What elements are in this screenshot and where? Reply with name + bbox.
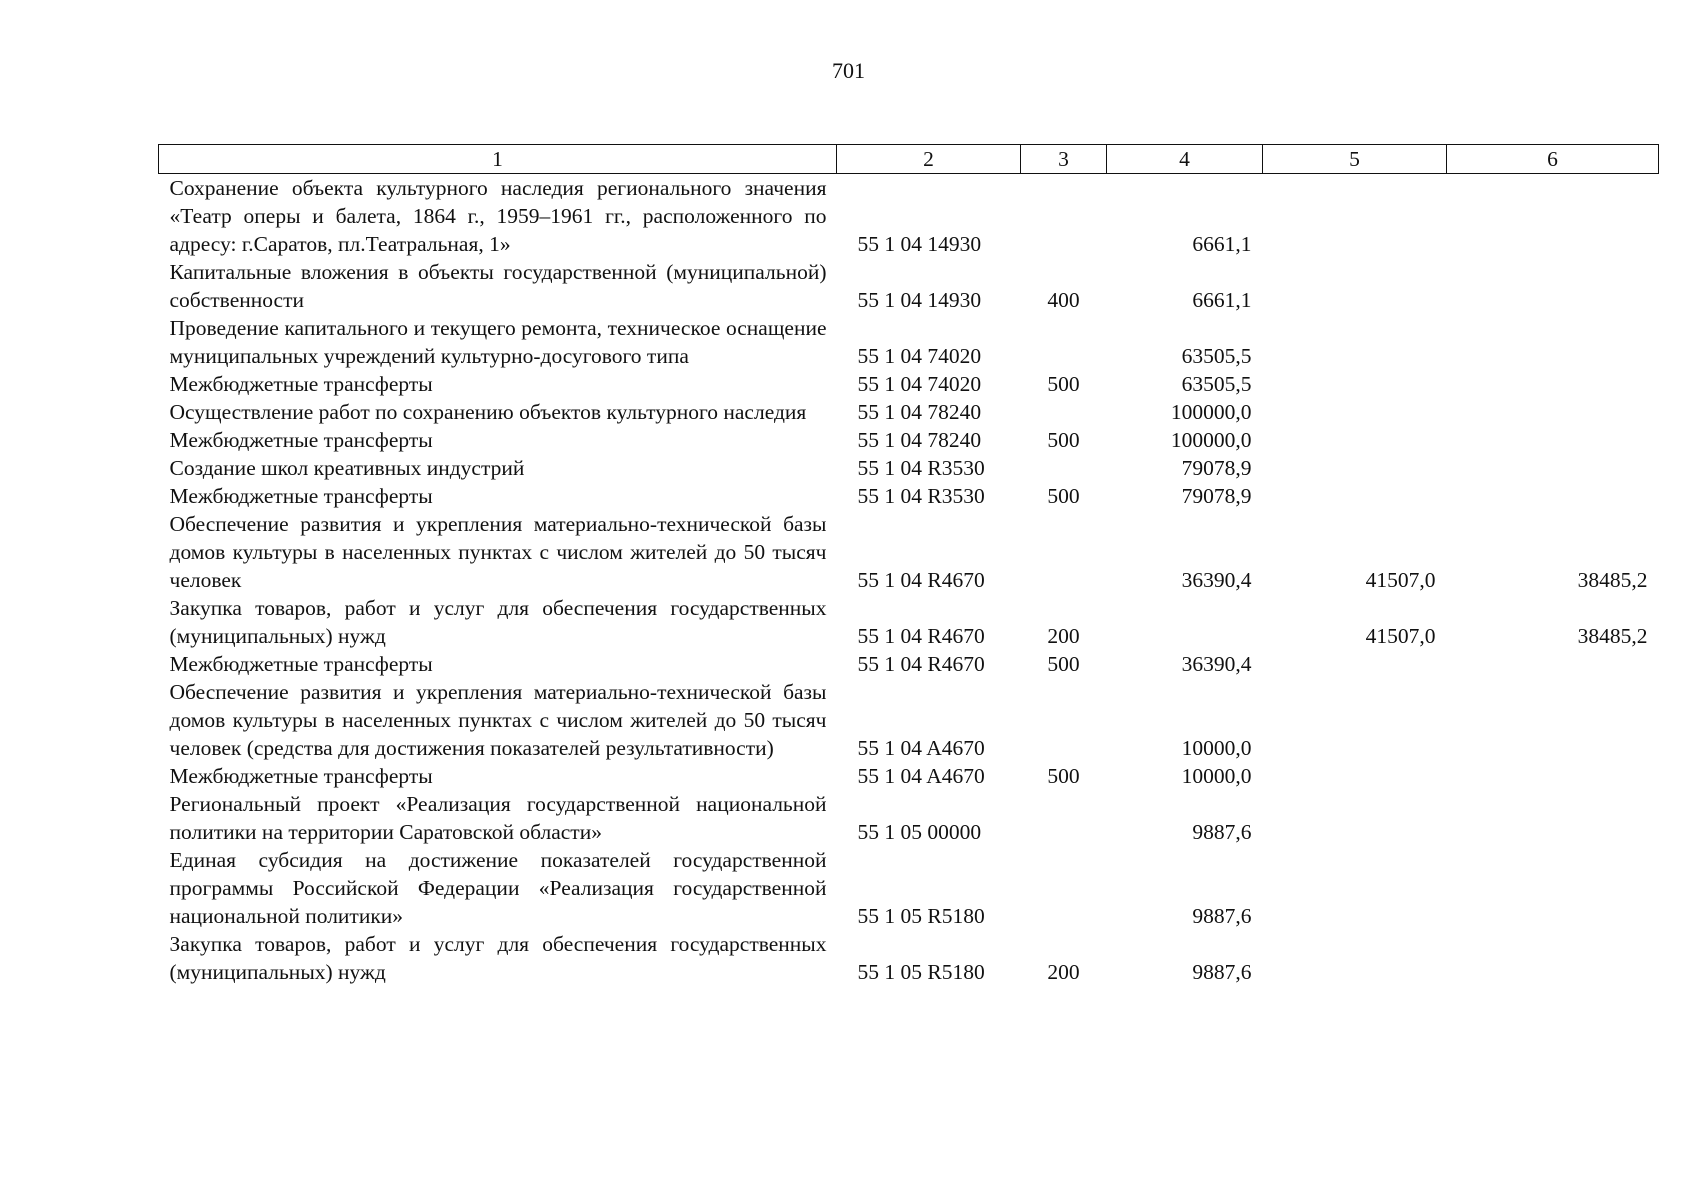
row-expense-type: 200 bbox=[1047, 960, 1080, 984]
row-name: Закупка товаров, работ и услуг для обеспечения государственных (муниципальных) нужд bbox=[169, 932, 827, 984]
row-expense-type: 400 bbox=[1047, 288, 1080, 312]
row-value-col-5 bbox=[1263, 482, 1447, 510]
row-value-col-6 bbox=[1447, 258, 1659, 314]
row-value-col-4: 63505,5 bbox=[1181, 344, 1252, 368]
row-value-col-6: 38485,2 bbox=[1577, 624, 1648, 648]
row-value-col-4: 10000,0 bbox=[1181, 764, 1252, 788]
table-row bbox=[159, 370, 1659, 398]
row-value-col-6 bbox=[1447, 650, 1659, 678]
row-name: Закупка товаров, работ и услуг для обеспечения государственных (муниципальных) нужд bbox=[169, 596, 827, 648]
table-header bbox=[159, 145, 1659, 174]
row-name: Региональный проект «Реализация государственной национальной политики на территории Саратовской области» bbox=[169, 792, 827, 844]
header-row bbox=[159, 145, 1659, 174]
row-value-col-6 bbox=[1447, 398, 1659, 426]
row-code: 55 1 04 R4670 bbox=[857, 652, 985, 676]
row-code: 55 1 04 78240 bbox=[857, 400, 982, 424]
row-expense-type: 500 bbox=[1047, 484, 1080, 508]
table-row bbox=[159, 482, 1659, 510]
row-value-col-6 bbox=[1447, 790, 1659, 846]
row-value-col-5 bbox=[1263, 426, 1447, 454]
row-expense-type bbox=[1021, 510, 1107, 594]
row-expense-type bbox=[1021, 790, 1107, 846]
row-code: 55 1 04 R4670 bbox=[857, 568, 985, 592]
row-value-col-5 bbox=[1263, 398, 1447, 426]
row-code: 55 1 04 R4670 bbox=[857, 624, 985, 648]
row-value-col-6 bbox=[1447, 426, 1659, 454]
row-value-col-6 bbox=[1447, 930, 1659, 986]
row-expense-type: 500 bbox=[1047, 372, 1080, 396]
row-value-col-5: 41507,0 bbox=[1365, 568, 1436, 592]
row-code: 55 1 04 78240 bbox=[857, 428, 982, 452]
row-value-col-6 bbox=[1447, 762, 1659, 790]
row-value-col-5 bbox=[1263, 930, 1447, 986]
row-value-col-4: 100000,0 bbox=[1170, 428, 1252, 452]
table-body bbox=[159, 174, 1659, 987]
row-value-col-5 bbox=[1263, 678, 1447, 762]
row-value-col-6 bbox=[1447, 370, 1659, 398]
row-expense-type bbox=[1021, 174, 1107, 259]
row-expense-type: 500 bbox=[1047, 652, 1080, 676]
row-value-col-5 bbox=[1263, 790, 1447, 846]
row-name: Сохранение объекта культурного наследия регионального значения «Театр оперы и балета, 1864 г., 1959–1961 гг., расположенного по адресу: г.Саратов, пл.Театральная, 1» bbox=[169, 176, 827, 256]
row-value-col-6 bbox=[1447, 314, 1659, 370]
table-row bbox=[159, 678, 1659, 762]
row-value-col-4: 6661,1 bbox=[1192, 232, 1252, 256]
row-value-col-5 bbox=[1263, 762, 1447, 790]
row-value-col-5 bbox=[1263, 370, 1447, 398]
row-value-col-5 bbox=[1263, 846, 1447, 930]
row-value-col-6 bbox=[1447, 174, 1659, 259]
table-row bbox=[159, 314, 1659, 370]
row-name: Капитальные вложения в объекты государственной (муниципальной) собственности bbox=[169, 260, 827, 312]
header-col-4: 4 bbox=[1107, 145, 1263, 174]
header-col-3: 3 bbox=[1021, 145, 1107, 174]
budget-table bbox=[158, 144, 1659, 986]
row-name: Обеспечение развития и укрепления материально-технической базы домов культуры в населенных пунктах с числом жителей до 50 тысяч человек (средства для достижения показателей результативности) bbox=[169, 680, 827, 760]
header-col-5: 5 bbox=[1263, 145, 1447, 174]
header-col-1: 1 bbox=[159, 145, 837, 174]
row-value-col-4: 100000,0 bbox=[1170, 400, 1252, 424]
row-value-col-4: 9887,6 bbox=[1192, 960, 1252, 984]
row-value-col-4: 10000,0 bbox=[1181, 736, 1252, 760]
row-value-col-5 bbox=[1263, 258, 1447, 314]
row-code: 55 1 04 A4670 bbox=[857, 764, 985, 788]
row-expense-type bbox=[1021, 846, 1107, 930]
row-code: 55 1 05 00000 bbox=[857, 820, 982, 844]
table-row bbox=[159, 174, 1659, 259]
row-code: 55 1 04 14930 bbox=[857, 288, 982, 312]
row-code: 55 1 04 14930 bbox=[857, 232, 982, 256]
row-value-col-4: 79078,9 bbox=[1181, 484, 1252, 508]
row-value-col-4: 36390,4 bbox=[1181, 568, 1252, 592]
row-expense-type: 200 bbox=[1047, 624, 1080, 648]
row-value-col-4: 79078,9 bbox=[1181, 456, 1252, 480]
row-expense-type bbox=[1021, 678, 1107, 762]
table-row bbox=[159, 790, 1659, 846]
row-expense-type: 500 bbox=[1047, 428, 1080, 452]
row-name: Межбюджетные трансферты bbox=[169, 428, 433, 452]
table-row bbox=[159, 398, 1659, 426]
row-name: Межбюджетные трансферты bbox=[169, 652, 433, 676]
row-value-col-4: 9887,6 bbox=[1192, 820, 1252, 844]
row-value-col-6 bbox=[1447, 846, 1659, 930]
row-value-col-5: 41507,0 bbox=[1365, 624, 1436, 648]
row-expense-type bbox=[1021, 454, 1107, 482]
table-row bbox=[159, 846, 1659, 930]
header-col-6: 6 bbox=[1447, 145, 1659, 174]
row-code: 55 1 05 R5180 bbox=[857, 904, 985, 928]
row-code: 55 1 04 A4670 bbox=[857, 736, 985, 760]
row-value-col-6: 38485,2 bbox=[1577, 568, 1648, 592]
table-row bbox=[159, 650, 1659, 678]
page-number: 701 bbox=[832, 58, 865, 83]
row-code: 55 1 05 R5180 bbox=[857, 960, 985, 984]
row-value-col-4: 63505,5 bbox=[1181, 372, 1252, 396]
row-name: Межбюджетные трансферты bbox=[169, 484, 433, 508]
table-row bbox=[159, 258, 1659, 314]
row-code: 55 1 04 74020 bbox=[857, 344, 982, 368]
table-row bbox=[159, 454, 1659, 482]
row-value-col-4: 36390,4 bbox=[1181, 652, 1252, 676]
row-name: Осуществление работ по сохранению объектов культурного наследия bbox=[169, 400, 807, 424]
header-col-2: 2 bbox=[837, 145, 1021, 174]
row-value-col-6 bbox=[1447, 454, 1659, 482]
row-value-col-5 bbox=[1263, 174, 1447, 259]
row-code: 55 1 04 74020 bbox=[857, 372, 982, 396]
row-expense-type: 500 bbox=[1047, 764, 1080, 788]
row-code: 55 1 04 R3530 bbox=[857, 456, 985, 480]
row-value-col-5 bbox=[1263, 650, 1447, 678]
row-name: Обеспечение развития и укрепления материально-технической базы домов культуры в населенных пунктах с числом жителей до 50 тысяч человек bbox=[169, 512, 827, 592]
row-value-col-4 bbox=[1107, 594, 1263, 650]
table-row bbox=[159, 426, 1659, 454]
row-value-col-6 bbox=[1447, 678, 1659, 762]
row-value-col-6 bbox=[1447, 482, 1659, 510]
row-value-col-4: 6661,1 bbox=[1192, 288, 1252, 312]
row-value-col-5 bbox=[1263, 314, 1447, 370]
table-row bbox=[159, 594, 1659, 650]
table-row bbox=[159, 930, 1659, 986]
row-name: Создание школ креативных индустрий bbox=[169, 456, 525, 480]
row-code: 55 1 04 R3530 bbox=[857, 484, 985, 508]
row-value-col-5 bbox=[1263, 454, 1447, 482]
row-expense-type bbox=[1021, 398, 1107, 426]
row-name: Проведение капитального и текущего ремонта, техническое оснащение муниципальных учреждений культурно-досугового типа bbox=[169, 316, 827, 368]
table-row bbox=[159, 762, 1659, 790]
row-name: Межбюджетные трансферты bbox=[169, 372, 433, 396]
row-value-col-4: 9887,6 bbox=[1192, 904, 1252, 928]
row-name: Межбюджетные трансферты bbox=[169, 764, 433, 788]
table-row bbox=[159, 510, 1659, 594]
row-name: Единая субсидия на достижение показателей государственной программы Российской Федерации «Реализация государственной национальной политики» bbox=[169, 848, 827, 928]
row-expense-type bbox=[1021, 314, 1107, 370]
